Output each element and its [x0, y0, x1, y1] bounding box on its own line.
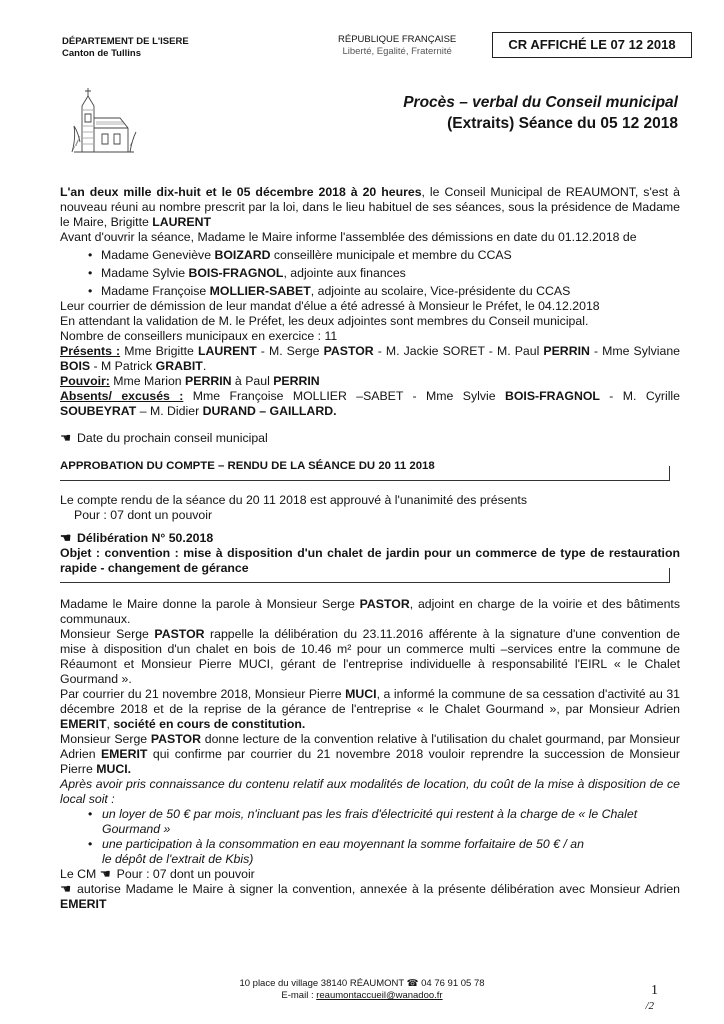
- approbation-heading: APPROBATION DU COMPTE – RENDU DE LA SÉANCE DU 20 11 2018: [60, 460, 435, 472]
- presents-label: Présents :: [60, 344, 121, 358]
- paragraph-2: Monsieur Serge PASTOR rappelle la délibération du 23.11.2016 afférente à la signature d'une convention de mise à disposition d'un chalet en bois de 10.46 m² pour un commerce multi –services entre la commune de Réaumont et Monsieur Pierre MUCI, gérant de l'entreprise individuelle à responsabilité l'EIRL « le Chalet Gourmand ».: [60, 626, 680, 686]
- pointing-hand-icon: ☚: [60, 530, 72, 545]
- nombre-conseillers: Nombre de conseillers municipaux en exercice : 11: [60, 329, 338, 343]
- republic-name: RÉPUBLIQUE FRANÇAISE: [338, 34, 457, 45]
- list-item: • Madame Françoise MOLLIER-SABET, adjointe au scolaire, Vice-présidente du CCAS: [60, 284, 680, 299]
- demissions-intro: Avant d'ouvrir la séance, Madame le Maire informe l'assemblée des démissions en date du 01.12.2018 de: [60, 230, 637, 244]
- page-number: 1: [651, 983, 658, 998]
- deliberation-number: ☚ Délibération N° 50.2018: [60, 530, 214, 545]
- approbation-pour: Pour : 07 dont un pouvoir: [74, 507, 213, 522]
- attente-text: En attendant la validation de M. le Préfet, les deux adjointes sont membres du Conseil municipal.: [60, 314, 589, 328]
- paragraph-5: Après avoir pris connaissance du contenu relatif aux modalités de location, du coût de la mise à disposition de ce local soit :: [60, 776, 680, 806]
- pouvoir-line: Pouvoir: Mme Marion PERRIN à Paul PERRIN: [60, 374, 320, 388]
- next-council-line: ☚ Date du prochain conseil municipal: [60, 431, 268, 445]
- pouvoir-label: Pouvoir:: [60, 374, 110, 388]
- cm-pour-line: Le CM ☚ Pour : 07 dont un pouvoir: [60, 866, 255, 881]
- approbation-text: Le compte rendu de la séance du 20 11 2018 est approuvé à l'unanimité des présents: [60, 492, 527, 507]
- pointing-hand-icon: ☚: [60, 881, 72, 896]
- deliberation-objet: Objet : convention : mise à disposition d'un chalet de jardin pour un commerce de type de restauration rapide - changement de gérance: [60, 545, 680, 575]
- republic-header: [338, 34, 456, 59]
- presents-line: Présents : Mme Brigitte LAURENT - M. Serge PASTOR - M. Jackie SORET - M. Paul PERRIN - Mme Sylviane BOIS - M Patrick GRABIT.: [60, 344, 680, 373]
- section-divider: [60, 474, 670, 481]
- paragraph-1: Madame le Maire donne la parole à Monsieur Serge PASTOR, adjoint en charge de la voirie et des bâtiments communaux.: [60, 596, 680, 626]
- church-logo: [68, 66, 138, 158]
- list-item: le dépôt de l'extrait de Kbis): [102, 851, 254, 866]
- demissions-list: [60, 248, 680, 299]
- footer-email-link[interactable]: reaumontaccueil@wanadoo.fr: [316, 990, 443, 1002]
- title-line-2: (Extraits) Séance du 05 12 2018: [447, 114, 678, 132]
- courrier-text: Leur courrier de démission de leur mandat d'élue a été adressé à Monsieur le Préfet, le 04.12.2018: [60, 299, 600, 313]
- list-item: • un loyer de 50 € par mois, n'incluant pas les frais d'électricité qui restent à la charge de « le Chalet Gourmand »: [60, 807, 680, 837]
- document-body: [60, 185, 680, 912]
- intro-date: L'an deux mille dix-huit et le 05 décembre 2018 à 20 heures: [60, 185, 422, 199]
- paragraph-4: Monsieur Serge PASTOR donne lecture de la convention relative à l'utilisation du chalet gourmand, par Monsieur Adrien EMERIT qui confirme par courrier du 21 novembre 2018 vouloir reprendre la succession de Monsieur Pierre MUCI.: [60, 731, 681, 776]
- title-line-1: Procès – verbal du Conseil municipal: [403, 94, 678, 111]
- list-item: • Madame Sylvie BOIS-FRAGNOL, adjointe aux finances: [60, 266, 680, 281]
- pointing-hand-icon: ☚: [60, 431, 72, 445]
- department-header: [62, 36, 189, 61]
- paragraph-3: Par courrier du 21 novembre 2018, Monsieur Pierre MUCI, a informé la commune de sa cessation d'activité au 31 décembre 2018 et de la reprise de la gérance de l'entreprise « le Chalet Gourmand », par Monsieur Adrien EMERIT, société en cours de constitution.: [60, 686, 680, 731]
- section-divider: [60, 576, 670, 583]
- page-title: [403, 93, 678, 135]
- footer-email-line: E-mail : reaumontaccueil@wanadoo.fr: [281, 990, 443, 1002]
- maire-name: LAURENT: [152, 215, 212, 229]
- footer-address: 10 place du village 38140 RÉAUMONT ☎ 04 76 91 05 78: [239, 978, 485, 989]
- list-item: • Madame Geneviève BOIZARD conseillère municipale et membre du CCAS: [60, 248, 680, 263]
- modalites-list: [60, 807, 680, 867]
- absents-label: Absents/ excusés :: [60, 389, 184, 403]
- list-item: • une participation à la consommation en eau moyennant la somme forfaitaire de 50 € / an: [60, 837, 680, 852]
- page-footer: [0, 978, 724, 1003]
- department-name: DÉPARTEMENT DE L'ISERE: [62, 36, 189, 47]
- absents-line: Absents/ excusés : Mme Françoise MOLLIER –SABET - Mme Sylvie BOIS-FRAGNOL - M. Cyrille SOUBEYRAT – M. Didier DURAND – GAILLARD.: [60, 389, 680, 418]
- cr-affiche-stamp: CR AFFICHÉ LE 07 12 2018: [492, 32, 692, 58]
- canton-name: Canton de Tullins: [62, 48, 141, 60]
- page-count: /2: [645, 1000, 654, 1012]
- intro-paragraph: L'an deux mille dix-huit et le 05 décembre 2018 à 20 heures, le Conseil Municipal de REAUMONT, s'est à nouveau réuni au nombre prescrit par la loi, dans le lieu habituel de ses séances, sous la présidence de Madame le Maire, Brigitte LAURENT: [60, 185, 680, 229]
- republic-motto: Liberté, Egalité, Fraternité: [342, 46, 452, 58]
- pointing-hand-icon: ☚: [99, 866, 111, 881]
- cm-autorise-line: ☚ autorise Madame le Maire à signer la convention, annexée à la présente délibération avec Monsieur Adrien EMERIT: [60, 881, 680, 911]
